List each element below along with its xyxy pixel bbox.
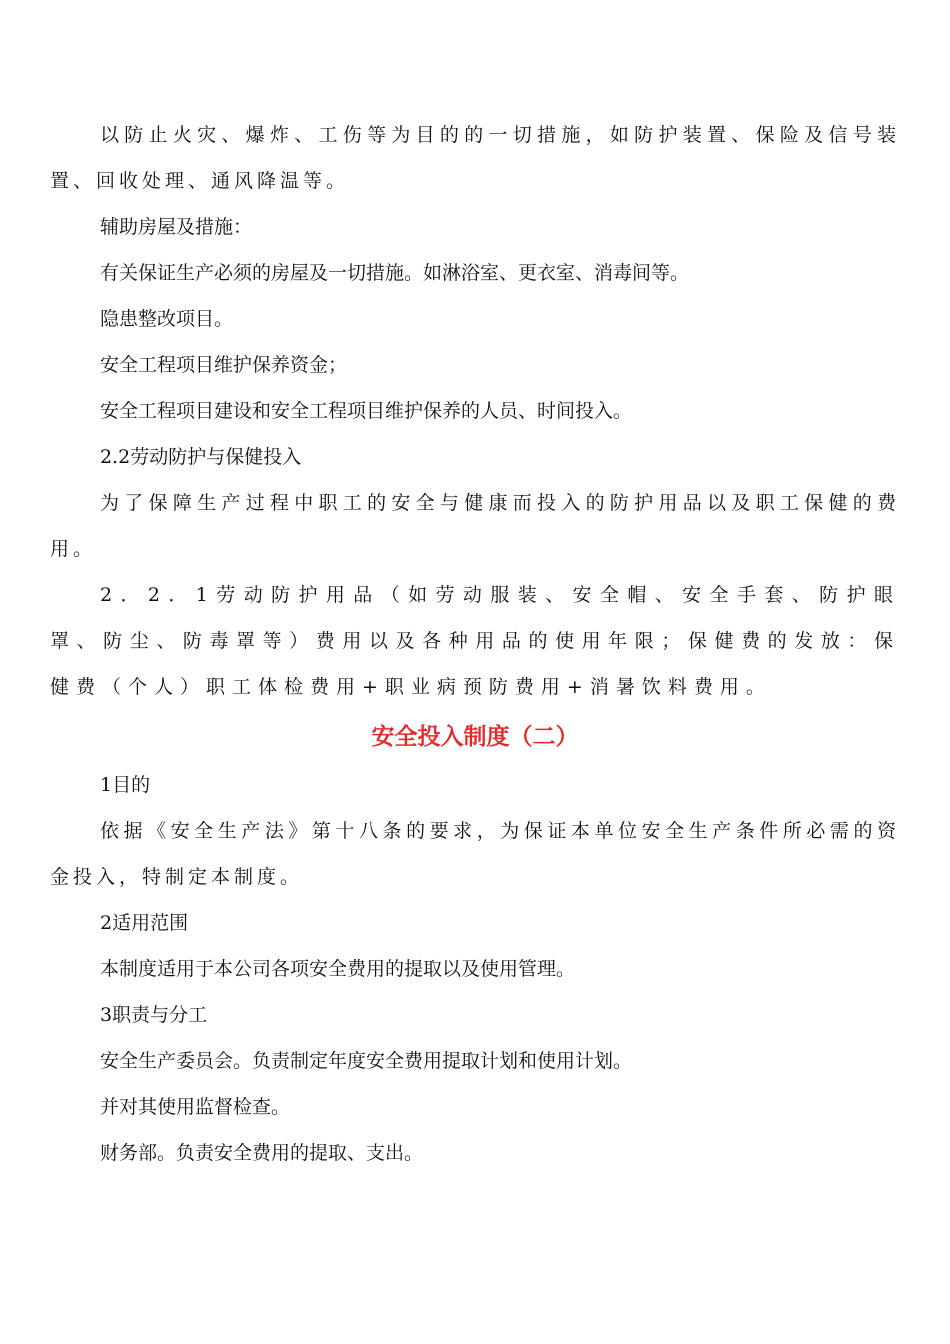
paragraph-safety-committee: 安全生产委员会。负责制定年度安全费用提取计划和使用计划。 — [100, 1050, 633, 1072]
paragraph-safety-measures: 以防止火灾、爆炸、工伤等为目的的一切措施，如防护装置、保险及信号装置、回收处理、通风降温等。 — [50, 124, 900, 192]
paragraph-protection-health: 为了保障生产过程中职工的安全与健康而投入的防护用品以及职工保健的费用。 — [50, 492, 900, 560]
paragraph-finance-dept: 财务部。负责安全费用的提取、支出。 — [100, 1142, 424, 1164]
section-1-heading: 1目的 — [100, 774, 151, 796]
paragraph-maintenance-funds: 安全工程项目维护保养资金； — [100, 354, 348, 376]
paragraph-auxiliary-rooms: 有关保证生产必须的房屋及一切措施。如淋浴室、更衣室、消毒间等。 — [100, 262, 690, 284]
section-2-2-heading: 2.2劳动防护与保健投入 — [100, 446, 302, 468]
paragraph-supervision: 并对其使用监督检查。 — [100, 1096, 291, 1118]
paragraph-purpose: 依据《安全生产法》第十八条的要求，为保证本单位安全生产条件所必需的资金投入，特制定本制度。 — [50, 820, 900, 888]
section-2-heading: 2适用范围 — [100, 912, 189, 934]
section-3-heading: 3职责与分工 — [100, 1004, 208, 1026]
paragraph-scope: 本制度适用于本公司各项安全费用的提取以及使用管理。 — [100, 958, 576, 980]
paragraph-personnel-time: 安全工程项目建设和安全工程项目维护保养的人员、时间投入。 — [100, 400, 633, 422]
paragraph-2-2-1-protective-equipment: 2．2．1劳动防护用品（如劳动服装、安全帽、安全手套、防护眼罩、防尘、防毒罩等）费用以及各种用品的使用年限；保健费的发放：保健费（个人）职工体检费用+职业病预防费用+消暑饮料费用。 — [50, 584, 900, 698]
paragraph-auxiliary-heading: 辅助房屋及措施： — [100, 216, 253, 238]
section-title: 安全投入制度（二） — [371, 723, 579, 750]
document-page — [50, 112, 900, 1176]
paragraph-hazard-rectification: 隐患整改项目。 — [100, 308, 234, 330]
